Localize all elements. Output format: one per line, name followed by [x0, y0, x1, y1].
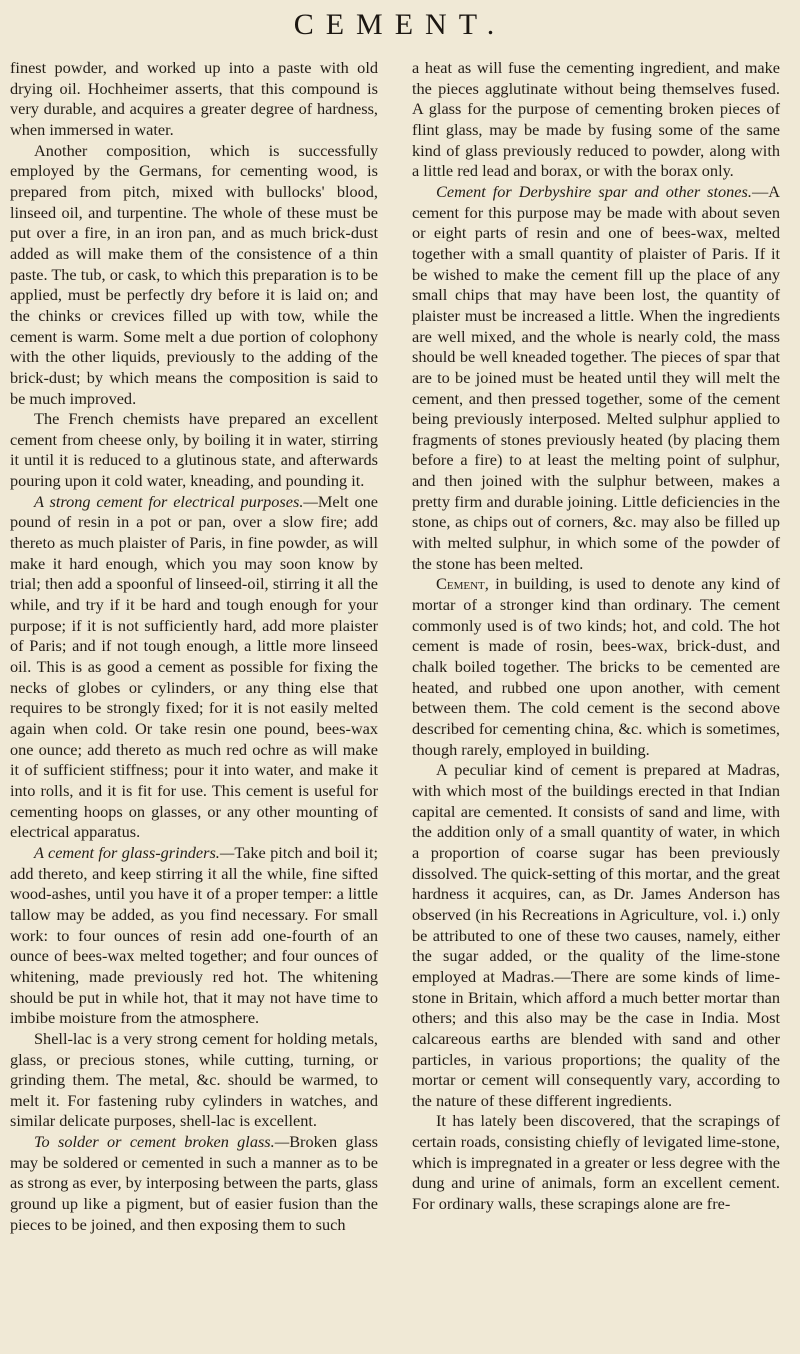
paragraph-7-lead: To solder or cement broken glass.—	[34, 1132, 290, 1152]
paragraph-11	[412, 760, 780, 1111]
paragraph-5-text: Take pitch and boil it; add thereto, and keep stirring it all the while, fine sifted wood-ashes, until you have it of a proper temper: a little tallow may be added, as you find necessary. For small work: to four ounces of resin add one-fourth of an ounce of bees-wax melted together; and four ounces of whitening, made previously red hot. The whitening should be put in while hot, that it may not have time to imbibe moisture from the atmosphere.	[10, 842, 378, 1028]
paragraph-10-text: in building, is used to denote any kind of mortar of a stronger kind than ordinary. The cement commonly used is of two kinds; hot, and cold. The hot cement is made of rosin, bees-wax, brick-dust, and chalk boiled together. The bricks to be cemented are heated, and rubbed one upon another, with cement between them. The cold cement is the second above described for cementing china, &c. which is sometimes, though rarely, employed in building.	[412, 574, 780, 759]
paragraph-5-lead: A cement for glass-grinders.—	[34, 842, 235, 862]
paragraph-7	[10, 1132, 378, 1235]
paragraph-7-text: Broken glass may be soldered or cemented in such a manner as to be as strong as ever, by interposing between the parts, glass ground up like a pigment, but of easier fusion than the pieces to be joined, and then exposing them to such	[10, 1132, 378, 1234]
paragraph-1-text: finest powder, and worked up into a paste with old drying oil. Hochheimer asserts, that this compound is very durable, and acquires a greater degree of hardness, when immersed in water.	[10, 58, 378, 139]
paragraph-2	[10, 141, 378, 410]
paragraph-8-text: a heat as will fuse the cementing ingredient, and make the pieces agglutinate without being themselves fused. A glass for the purpose of cementing broken pieces of flint glass, may be made by fusing some of the same kind of glass previously reduced to powder, along with a little red lead and borax, or with the borax only.	[412, 58, 780, 181]
left-column	[10, 58, 378, 1235]
paragraph-3	[10, 409, 378, 492]
paragraph-10	[412, 574, 780, 760]
paragraph-12-text: It has lately been discovered, that the scrapings of certain roads, consisting chiefly of levigated lime-stone, which is impregnated in a greater or less degree with the dung and urine of animals, form an excellent cement. For ordinary walls, these scrapings alone are fre-	[412, 1111, 781, 1214]
paragraph-10-lead: Cement,	[436, 574, 489, 594]
right-column	[412, 58, 780, 1215]
paragraph-11-text: A peculiar kind of cement is prepared at Madras, with which most of the buildings erected in that Indian capital are cemented. It consists of sand and lime, with the addition only of a small quantity of water, in which a proportion of coarse sugar has been previously dissolved. The quick-setting of this mortar, and the great hardness it acquires, can, as Dr. James Anderson has observed (in his Recreations in Agriculture, vol. i.) only be attributed to one of these two causes, namely, either the sugar added, or the quality of the lime-stone employed at Madras.—There are some kinds of lime-stone in Britain, which afford a much better mortar than others; and this also may be the case in India. Most calcareous earths are blended with sand and other particles, in various proportions; the quality of the mortar or cement will consequently vary, according to the nature of these different ingredients.	[412, 760, 781, 1110]
paragraph-3-text: The French chemists have prepared an excellent cement from cheese only, by boiling it in water, stirring it until it is reduced to a glutinous state, and afterwards pouring upon it cold water, kneading, and pounding it.	[10, 409, 378, 491]
paragraph-9-lead: Cement for Derbyshire spar and other stones.	[436, 181, 752, 201]
paragraph-2-text: Another composition, which is successfully employed by the Germans, for cementing wood, is prepared from pitch, mixed with bullocks' blood, linseed oil, and turpentine. The whole of these must be put over a fire, in an iron pan, and as much brick-dust added as will make them of the consistence of a thin paste. The tub, or cask, to which this preparation is to be applied, must be perfectly dry before it is laid on; and the chinks or crevices filled up with tow, while the cement is warm. Some melt a due portion of colophony with the other liquids, previously to the adding of the brick-dust; by which means the composition is said to be much improved.	[10, 140, 378, 408]
paragraph-8	[412, 58, 780, 182]
paragraph-4-lead: A strong cement for electrical purposes.—	[34, 491, 318, 511]
paragraph-6	[10, 1029, 378, 1132]
paragraph-4	[10, 492, 378, 843]
running-head: CEMENT.	[293, 8, 507, 41]
paragraph-4-text: Melt one pound of resin in a pot or pan, over a slow fire; add thereto as much plaister of Paris, in fine powder, as will make it hard enough, which you may soon know by trial; then add a spoonful of linseed-oil, stirring it all the while, and try if it be hard and tough enough for your purpose; if it is not sufficiently hard, add more plaister of Paris; and if not tough enough, a little more linseed oil. This is as good a cement as possible for fixing the necks of globes or cylinders, or any thing else that requires to be strongly fixed; for it is not easily melted again when cold. Or take resin one pound, bees-wax one ounce; add thereto as much red ochre as will make it of sufficient stiffness; pour it into water, and make it into rolls, and it is fit for use. This cement is useful for cementing hoops on glasses, or any other mounting of electrical apparatus.	[10, 491, 379, 842]
paragraph-12	[412, 1111, 780, 1214]
paragraph-5	[10, 843, 378, 1029]
paragraph-9	[412, 182, 780, 574]
paragraph-9-text: —A cement for this purpose may be made with about seven or eight parts of resin and one of bees-wax, melted together with a small quantity of plaister of Paris. If it be wished to make the cement fill up the place of any small chips that may have been lost, the quantity of plaister must be increased a little. When the ingredients are well mixed, and the whole is nearly cold, the mass should be well kneaded together. The pieces of spar that are to be joined must be heated until they will melt the cement, and then pressed together, some of the cement being previously interposed. Melted sulphur applied to fragments of stones previously heated (by placing them before a fire) to at least the melting point of sulphur, and then joined with the sulphur between, makes a pretty firm and durable joining. Little deficiencies in the stone, as chips out of corners, &c. may also be filled up with melted sulphur, in which some of the powder of the stone has been melted.	[412, 181, 780, 573]
paragraph-6-text: Shell-lac is a very strong cement for holding metals, glass, or precious stones, while cutting, turning, or grinding them. The metal, &c. should be warmed, to melt it. For fastening ruby cylinders in watches, and similar delicate purposes, shell-lac is excellent.	[10, 1028, 378, 1131]
paragraph-1	[10, 58, 378, 141]
